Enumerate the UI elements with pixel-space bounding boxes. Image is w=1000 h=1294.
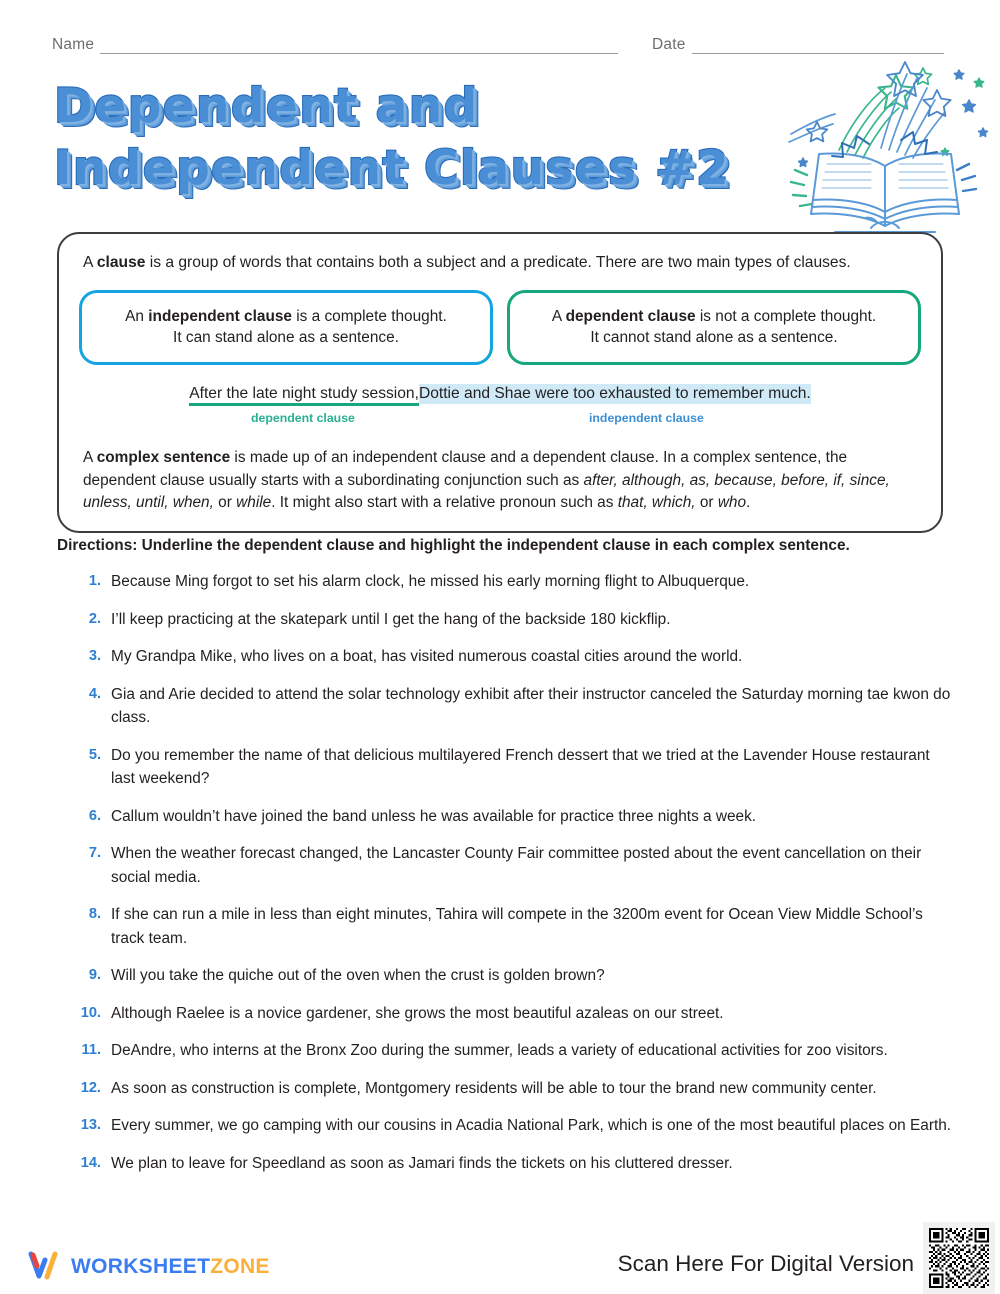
- question-item: [57, 842, 957, 889]
- question-text[interactable]: As soon as construction is complete, Montgomery residents will be able to tour the brand new community center.: [111, 1079, 877, 1097]
- question-number: 10.: [80, 1004, 101, 1021]
- page-title: [54, 76, 844, 200]
- date-input-line[interactable]: [692, 39, 944, 54]
- dependent-box-prefix: A: [551, 308, 566, 325]
- clause-definition-term: clause: [96, 254, 146, 271]
- relative-pronoun-list: that, which,: [617, 494, 696, 511]
- question-item: [57, 744, 957, 791]
- logo-text-worksheet: WORKSHEET: [71, 1254, 211, 1278]
- clause-definition-prefix: A: [83, 254, 97, 271]
- footer: [0, 1218, 1000, 1294]
- question-text[interactable]: I’ll keep practicing at the skatepark until I get the hang of the backside 180 kickflip.: [111, 610, 671, 628]
- name-label: Name: [52, 36, 95, 53]
- complex-mid: is made up of an independent clause and a dependent clause. In a complex sentence, the dependent clause usually starts with a subordinating conjunction such as: [83, 449, 848, 489]
- question-number: 9.: [88, 967, 101, 983]
- question-text[interactable]: DeAndre, who interns at the Bronx Zoo during the summer, leads a variety of educational activities for zoo visitors.: [111, 1042, 888, 1059]
- question-item: [57, 570, 957, 594]
- question-item: [57, 645, 957, 669]
- worksheet-zone-logo[interactable]: [28, 1250, 270, 1282]
- question-text[interactable]: Although Raelee is a novice gardener, she grows the most beautiful azaleas on our street.: [111, 1004, 724, 1022]
- dependent-clause-label: dependent clause: [251, 411, 355, 425]
- subordinating-conjunction-last: while: [236, 494, 272, 511]
- question-item: [57, 608, 957, 632]
- qr-code-image: [929, 1228, 989, 1288]
- independent-clause-label: independent clause: [589, 411, 704, 425]
- info-card: [57, 232, 943, 533]
- independent-box-line2: It can stand alone as a sentence.: [173, 329, 399, 346]
- qr-code[interactable]: [923, 1222, 995, 1294]
- complex-term: complex sentence: [96, 449, 231, 466]
- example-sentence: [79, 383, 921, 405]
- question-text[interactable]: Callum wouldn’t have joined the band unless he was available for practice three nights a week.: [111, 807, 757, 825]
- date-field-group: [652, 36, 944, 54]
- complex-or-1: or: [213, 494, 237, 511]
- dependent-box-suffix: is not a complete thought.: [695, 308, 877, 325]
- question-text[interactable]: When the weather forecast changed, the Lancaster County Fair committee posted about the event cancellation on their social media.: [111, 845, 922, 886]
- question-number: 7.: [88, 845, 101, 861]
- date-label: Date: [652, 36, 686, 53]
- question-number: 13.: [80, 1117, 101, 1133]
- independent-box-term: independent clause: [148, 308, 292, 325]
- question-number: 8.: [88, 906, 101, 922]
- logo-text-zone: ZONE: [210, 1254, 270, 1278]
- question-text[interactable]: Gia and Arie decided to attend the solar technology exhibit after their instructor canceled the Saturday morning tae kwon do class.: [111, 685, 951, 726]
- example-labels: [79, 411, 921, 431]
- independent-box-suffix: is a complete thought.: [291, 308, 447, 325]
- independent-box-prefix: An: [125, 308, 149, 325]
- clause-definition: [79, 248, 921, 274]
- directions: [57, 537, 947, 555]
- clause-definition-suffix: is a group of words that contains both a subject and a predicate. There are two main types of clauses.: [145, 254, 851, 271]
- question-text[interactable]: Do you remember the name of that delicious multilayered French dessert that we tried at the Lavender House restaurant last weekend?: [111, 746, 930, 787]
- dependent-box-line2: It cannot stand alone as a sentence.: [590, 329, 838, 346]
- question-item: [57, 1039, 957, 1063]
- question-text[interactable]: My Grandpa Mike, who lives on a boat, has visited numerous coastal cities around the world.: [111, 648, 743, 665]
- question-number: 14.: [80, 1154, 101, 1171]
- question-item: [57, 903, 957, 950]
- question-number: 2.: [88, 610, 101, 627]
- complex-prefix: A: [83, 449, 97, 466]
- complex-sentence-definition: [79, 447, 921, 515]
- page-title-line-1: Dependent and: [54, 79, 479, 134]
- question-number: 11.: [81, 1042, 101, 1058]
- dependent-box-term: dependent clause: [565, 308, 696, 325]
- independent-clause-box: [79, 290, 493, 365]
- question-text[interactable]: Every summer, we go camping with our cousins in Acadia National Park, which is one of the most beautiful places on Earth.: [111, 1117, 952, 1134]
- example-dependent-clause: After the late night study session,: [189, 385, 419, 406]
- directions-text: Underline the dependent clause and highlight the independent clause in each complex sentence.: [137, 537, 850, 554]
- complex-or-2: or: [695, 494, 718, 511]
- name-input-line[interactable]: [100, 39, 618, 54]
- question-text[interactable]: Will you take the quiche out of the oven when the crust is golden brown?: [111, 967, 605, 984]
- clause-type-boxes: [79, 290, 921, 365]
- complex-mid-2: . It might also start with a relative pronoun such as: [271, 494, 618, 511]
- question-text[interactable]: Because Ming forgot to set his alarm clock, he missed his early morning flight to Albuquerque.: [111, 573, 750, 590]
- scan-instruction-text: Scan Here For Digital Version: [617, 1251, 914, 1276]
- question-text[interactable]: If she can run a mile in less than eight minutes, Tahira will compete in the 3200m event for Ocean View Middle School’s track team.: [111, 906, 923, 947]
- logo-text: [71, 1256, 270, 1277]
- question-number: 4.: [88, 685, 101, 702]
- logo-mark-icon: [28, 1250, 62, 1282]
- dependent-clause-box: [507, 290, 921, 365]
- relative-pronoun-last: who: [717, 494, 747, 511]
- question-item: [57, 805, 957, 829]
- question-number: 12.: [80, 1079, 101, 1096]
- subordinating-conjunction-list: after, although, as, because, before, if, since, unless, until, when,: [83, 471, 890, 511]
- question-number: 6.: [88, 807, 101, 824]
- question-number: 1.: [88, 573, 101, 589]
- name-date-row: [52, 36, 944, 54]
- question-item: [57, 1002, 957, 1026]
- question-item: [57, 964, 957, 988]
- question-text[interactable]: We plan to leave for Speedland as soon as Jamari finds the tickets on his cluttered dresser.: [111, 1154, 733, 1172]
- question-item: [57, 1114, 957, 1138]
- page-title-line-2: Independent Clauses #2: [54, 141, 731, 196]
- question-number: 5.: [88, 746, 101, 763]
- example-independent-clause: Dottie and Shae were too exhausted to remember much.: [418, 385, 811, 402]
- question-list: [57, 570, 957, 1189]
- question-item: [57, 1152, 957, 1176]
- question-number: 3.: [88, 648, 101, 664]
- complex-end: .: [746, 494, 751, 511]
- directions-label: Directions:: [57, 537, 138, 554]
- question-item: [57, 1077, 957, 1101]
- question-item: [57, 683, 957, 730]
